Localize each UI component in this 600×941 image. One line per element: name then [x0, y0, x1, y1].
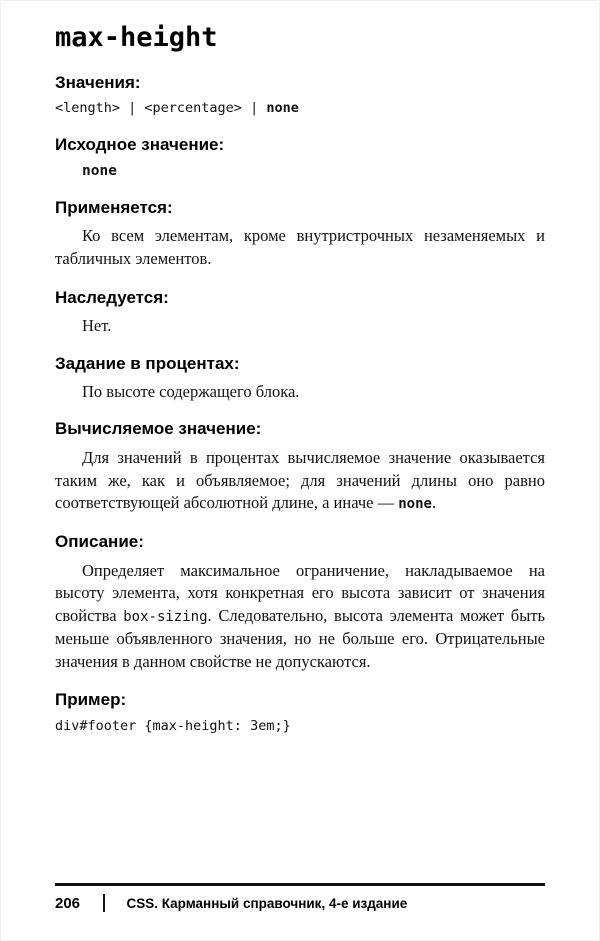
- section-example: [55, 690, 545, 735]
- description-text-run-2: . Следовательно, высота элемента может быть меньше объявленного значения, но не больше его. Отрицательные значения в данном свойстве не допускаются.: [55, 606, 546, 671]
- initial-value-code: none: [82, 163, 117, 180]
- section-heading-values: Значения:: [55, 72, 141, 92]
- section-heading-computed: Вычисляемое значение:: [55, 419, 262, 439]
- section-heading-inherited: Наследуется:: [55, 287, 169, 307]
- description-text: [55, 560, 545, 674]
- footer-rule: [55, 883, 545, 886]
- section-values: [55, 73, 545, 118]
- section-heading-applies: Применяется:: [55, 197, 173, 217]
- section-heading-initial: Исходное значение:: [55, 134, 225, 154]
- footer-row: [55, 894, 545, 912]
- footer-divider: [103, 894, 105, 912]
- computed-text-run-1: Для значений в процентах вычисляемое значение оказывается таким же, как и объявляемое; для значений длины оно равно соответствующей абсолютной длине, а иначе —: [55, 447, 545, 513]
- values-syntax: [55, 100, 545, 118]
- description-text-run-1: Определяет максимальное ограничение, накладываемое на высоту элемента, хотя конкретная его высота зависит от значения свойства: [55, 560, 545, 626]
- page-number: 206: [55, 894, 81, 912]
- section-applies-to: [55, 198, 545, 271]
- section-computed-value: [55, 419, 545, 515]
- property-title: max-height: [55, 22, 218, 53]
- computed-inline-code-none: none: [398, 496, 432, 513]
- computed-value-text: [55, 447, 545, 515]
- section-inherited: [55, 288, 545, 337]
- applies-to-text: Ко всем элементам, кроме внутристрочных незаменяемых и табличных элементов.: [55, 226, 545, 269]
- section-description: [55, 532, 545, 673]
- section-heading-example: Пример:: [55, 690, 127, 710]
- values-syntax-default: none: [266, 100, 299, 117]
- description-inline-code-box-sizing: box-sizing: [123, 609, 208, 626]
- section-initial-value: [55, 135, 545, 181]
- page-footer: [55, 883, 545, 912]
- section-heading-description: Описание:: [55, 532, 144, 552]
- section-percentages: [55, 354, 545, 403]
- values-syntax-plain: <length> | <percentage> |: [55, 100, 267, 117]
- computed-text-run-2: .: [431, 493, 437, 513]
- inherited-text: Нет.: [82, 316, 112, 336]
- percentages-text: По высоте содержащего блока.: [82, 382, 300, 401]
- section-heading-percentages: Задание в процентах:: [55, 353, 240, 373]
- example-code: div#footer {max-height: 3em;}: [55, 717, 291, 734]
- book-title: CSS. Карманный справочник, 4-е издание: [126, 895, 408, 911]
